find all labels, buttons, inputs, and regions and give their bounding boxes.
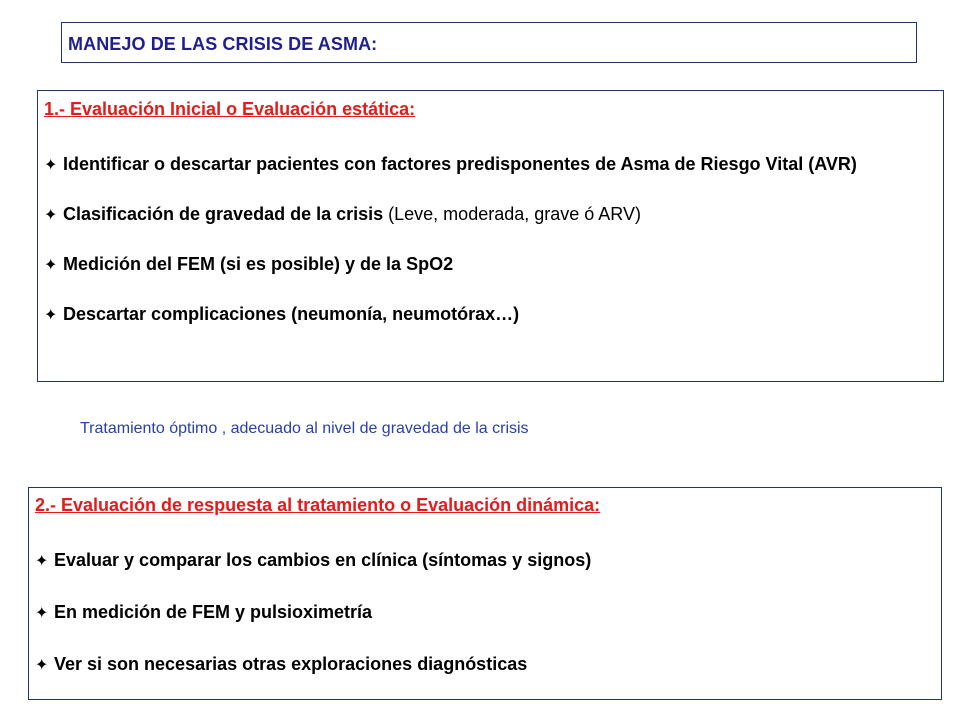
item-text: Ver si son necesarias otras exploraciones diagnósticas [54, 654, 528, 674]
item-text: Clasificación de gravedad de la crisis [63, 204, 384, 224]
item-detail: (Leve, moderada, grave ó ARV) [383, 204, 641, 224]
item-text: Evaluar y comparar los cambios en clínica (síntomas y signos) [54, 550, 592, 570]
title-box [61, 22, 917, 63]
four-pointed-star-icon: ✦ [35, 657, 49, 674]
list-item [44, 150, 935, 180]
four-pointed-star-icon: ✦ [44, 207, 58, 224]
four-pointed-star-icon: ✦ [44, 307, 58, 324]
list-item [35, 546, 933, 576]
four-pointed-star-icon: ✦ [35, 553, 49, 570]
initial-evaluation-box [37, 90, 944, 382]
four-pointed-star-icon: ✦ [35, 605, 49, 622]
item-text: Descartar complicaciones (neumonía, neumotórax…) [63, 304, 520, 324]
item-text: En medición de FEM y pulsioximetría [54, 602, 373, 622]
item-text: Identificar o descartar pacientes con factores predisponentes de Asma de Riesgo Vital (AVR) [63, 154, 857, 174]
four-pointed-star-icon: ✦ [44, 257, 58, 274]
dynamic-evaluation-box [28, 487, 942, 700]
list-item [35, 650, 933, 680]
list-item [44, 300, 935, 330]
dynamic-evaluation-heading: 2.- Evaluación de respuesta al tratamiento o Evaluación dinámica: [35, 495, 601, 515]
treatment-note: Tratamiento óptimo , adecuado al nivel de gravedad de la crisis [80, 420, 529, 437]
list-item [44, 200, 935, 230]
four-pointed-star-icon: ✦ [44, 157, 58, 174]
initial-evaluation-heading: 1.- Evaluación Inicial o Evaluación estática: [44, 99, 416, 119]
item-text: Medición del FEM (si es posible) y de la SpO2 [63, 254, 454, 274]
page-title: MANEJO DE LAS CRISIS DE ASMA: [68, 34, 378, 54]
list-item [35, 598, 933, 628]
list-item [44, 250, 935, 280]
